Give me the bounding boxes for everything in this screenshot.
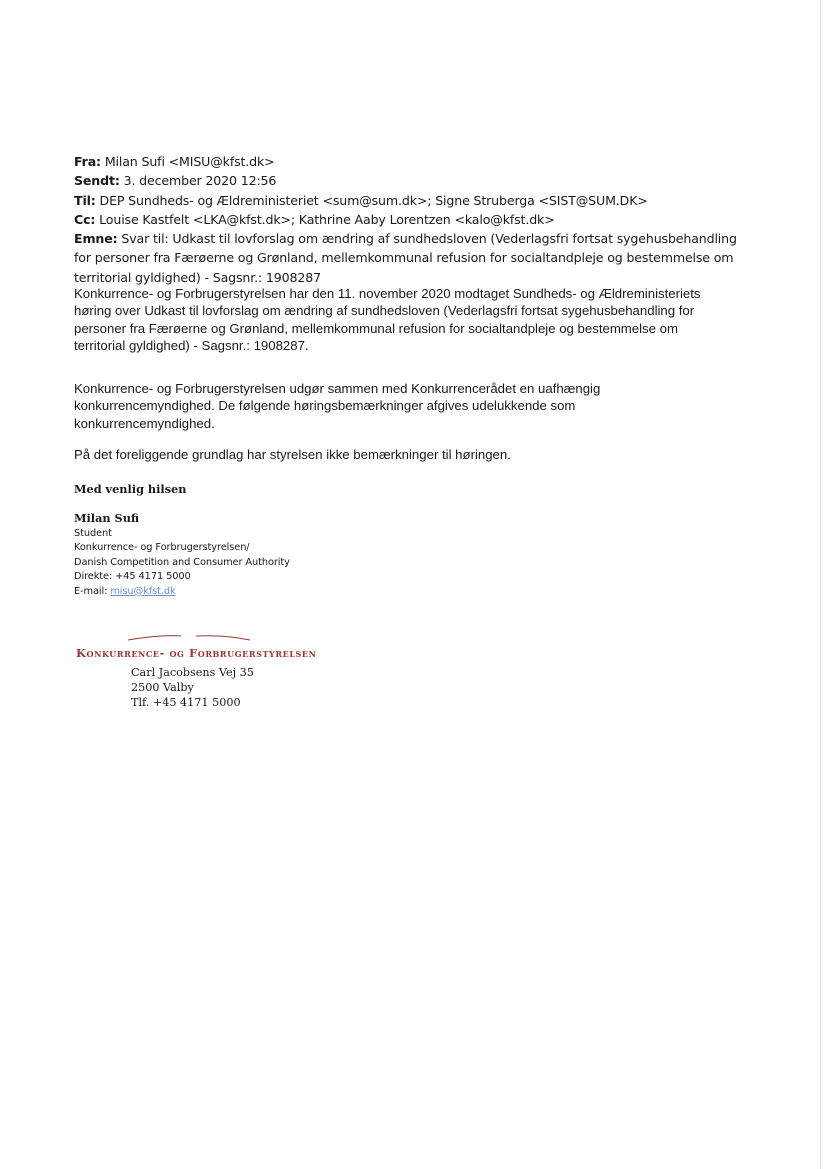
address-city: 2500 Valby: [131, 681, 194, 694]
logo-wordmark: Konkurrence- og Forbrugerstyrelsen: [76, 646, 317, 660]
signature-block: [74, 527, 290, 599]
cc-value: Louise Kastfelt <LKA@kfst.dk>; Kathrine Aaby Lorentzen <kalo@kfst.dk>: [99, 211, 555, 227]
email-label: E-mail:: [74, 585, 108, 597]
subject-line-3: territorial gyldighed) - Sagsnr.: 1908287: [74, 269, 321, 285]
subject-label: Emne:: [74, 231, 118, 247]
signature-name: Milan Sufi: [74, 511, 140, 525]
paragraph-line: konkurrencemyndighed. De følgende høringsbemærkninger afgives udelukkende som: [74, 398, 576, 414]
from-value: Milan Sufi <MISU@kfst.dk>: [104, 154, 275, 169]
signature-direct-phone: Direkte: +45 4171 5000: [74, 571, 191, 583]
paragraph-line: personer fra Færøerne og Grønland, mellemkommunal refusion for socialtandpleje og bestemmelse om: [74, 320, 678, 336]
subject-row-2: [74, 248, 754, 267]
body-paragraph-2: [74, 380, 754, 432]
email-link[interactable]: misu@kfst.dk: [110, 585, 176, 597]
page-edge: [820, 0, 821, 1169]
from-row: [74, 152, 754, 171]
signature-org-danish: Konkurrence- og Forbrugerstyrelsen/: [74, 542, 250, 554]
agency-logo: [76, 630, 316, 664]
signature-title: Student: [74, 528, 112, 539]
paragraph-line: Konkurrence- og Forbrugerstyrelsen har den 11. november 2020 modtaget Sundheds- og Ældreministeriets: [74, 286, 701, 301]
sent-row: [74, 171, 754, 190]
paragraph-line: Konkurrence- og Forbrugerstyrelsen udgør sammen med Konkurrencerådet en uafhængig: [74, 381, 601, 396]
subject-row: [74, 229, 754, 248]
subject-line-2: for personer fra Færøerne og Grønland, mellemkommunal refusion for socialtandpleje og bestemmelse om: [74, 250, 734, 266]
subject-line-1: Svar til: Udkast til lovforslag om ændring af sundhedsloven (Vederlagsfri fortsat sygehusbehandling: [121, 231, 737, 247]
address-phone: Tlf. +45 4171 5000: [131, 696, 241, 709]
cc-label: Cc:: [74, 211, 96, 227]
agency-address: [131, 665, 254, 710]
sent-value: 3. december 2020 12:56: [123, 173, 277, 189]
body-paragraph-3: [74, 446, 754, 463]
paragraph-line: På det foreliggende grundlag har styrelsen ikke bemærkninger til høringen.: [74, 447, 511, 462]
to-row: [74, 191, 754, 210]
address-street: Carl Jacobsens Vej 35: [131, 666, 254, 679]
to-value: DEP Sundheds- og Ældreministeriet <sum@sum.dk>; Signe Struberga <SIST@SUM.DK>: [99, 192, 648, 208]
sent-label: Sendt:: [74, 173, 120, 189]
paragraph-line: konkurrencemyndighed.: [74, 415, 215, 431]
cc-row: [74, 210, 754, 229]
signature-org-english: Danish Competition and Consumer Authority: [74, 556, 290, 568]
body-paragraph-1: [74, 285, 754, 355]
from-label: Fra:: [74, 154, 101, 169]
to-label: Til:: [74, 192, 96, 208]
paragraph-line: territorial gyldighed) - Sagsnr.: 1908287.: [74, 338, 309, 354]
signature-email-row: [74, 585, 290, 599]
closing-greeting: Med venlig hilsen: [74, 482, 187, 496]
logo-swash-icon: [126, 630, 256, 644]
email-header: [74, 152, 754, 287]
paragraph-line: høring over Udkast til lovforslag om ændring af sundhedsloven (Vederlagsfri fortsat sygehusbehandling for: [74, 303, 695, 319]
